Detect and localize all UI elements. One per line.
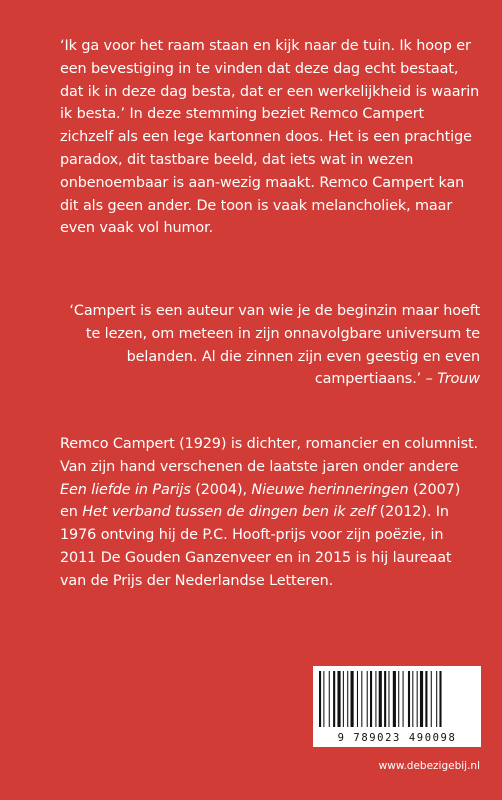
barcode-bar <box>361 671 362 727</box>
barcode-bar <box>375 671 376 727</box>
publisher-website[interactable]: www.debezigebij.nl <box>378 760 480 772</box>
barcode-bar <box>337 671 340 727</box>
press-quote-dash: – <box>421 371 438 388</box>
barcode-bar <box>351 671 354 727</box>
barcode-bar <box>420 671 423 727</box>
bio-text-4: (2012). In 1976 ontving hij de P.C. Hooft-prijs voor zijn poëzie, in 2011 De Gouden Ganzenveer en in 2015 is hij laureaat van de Prijs der Nederlandse Letteren. <box>60 504 452 589</box>
barcode-bars-graphic <box>317 671 477 727</box>
press-quote-text: ‘Campert is een auteur van wie je de beginzin maar hoeft te lezen, om meteen in zijn onnavolgbare universum te belanden. Al die zinnen zijn even geestig en even campertiaans.’ <box>69 303 480 388</box>
barcode-bar <box>436 671 437 727</box>
barcode-bar <box>412 671 413 727</box>
barcode-bar <box>379 671 382 727</box>
barcode-bar <box>388 671 389 727</box>
barcode-bar <box>417 671 418 727</box>
bio-book-title-2: Nieuwe herinneringen <box>251 481 409 498</box>
bio-text-2: (2004), <box>190 481 252 498</box>
barcode-bar <box>384 671 386 727</box>
barcode-bar <box>398 671 399 727</box>
barcode-bar <box>323 671 324 727</box>
barcode-bar <box>333 671 335 727</box>
barcode-bar <box>408 671 410 727</box>
barcode-bar <box>357 671 358 727</box>
barcode-bar <box>343 671 344 727</box>
bio-text-1: Remco Campert (1929) is dichter, romancier en columnist. Van zijn hand verschenen de laatste jaren onder andere <box>60 436 478 475</box>
barcode-bar <box>347 671 348 727</box>
blurb-paragraph: ‘Ik ga voor het raam staan en kijk naar de tuin. Ik hoop er een bevestiging in te vinden dat deze dag echt bestaat, dat ik in deze dag besta, dat er een werkelijkheid is waarin ik besta.’ In deze stemming beziet Remco Campert zichzelf als een lege kartonnen doos. Het is een prachtige paradox, dit tastbare beeld, dat iets wat in wezen onbenoembaar is aan-wezig maakt. Remco Campert kan dit als geen ander. De toon is vaak melancholiek, maar even vaak vol humor. <box>60 38 480 237</box>
barcode-bar <box>439 671 441 727</box>
barcode-bar <box>319 671 321 727</box>
isbn-barcode <box>313 666 481 747</box>
author-bio <box>60 433 480 593</box>
bio-text-3: (2007) en <box>60 481 461 521</box>
barcode-bar <box>431 671 432 727</box>
press-quote <box>60 300 480 391</box>
barcode-bar <box>370 671 372 727</box>
press-quote-source: Trouw <box>437 371 480 388</box>
barcode-bar <box>425 671 427 727</box>
bio-book-title-3: Het verband tussen de dingen ben ik zelf <box>82 504 376 521</box>
bio-book-title-1: Een liefde in Parijs <box>60 481 191 498</box>
barcode-bar <box>367 671 368 727</box>
barcode-bar <box>329 671 330 727</box>
isbn-digits: 9 789023 490098 <box>337 732 457 744</box>
barcode-bar <box>403 671 404 727</box>
barcode-bar <box>393 671 396 727</box>
